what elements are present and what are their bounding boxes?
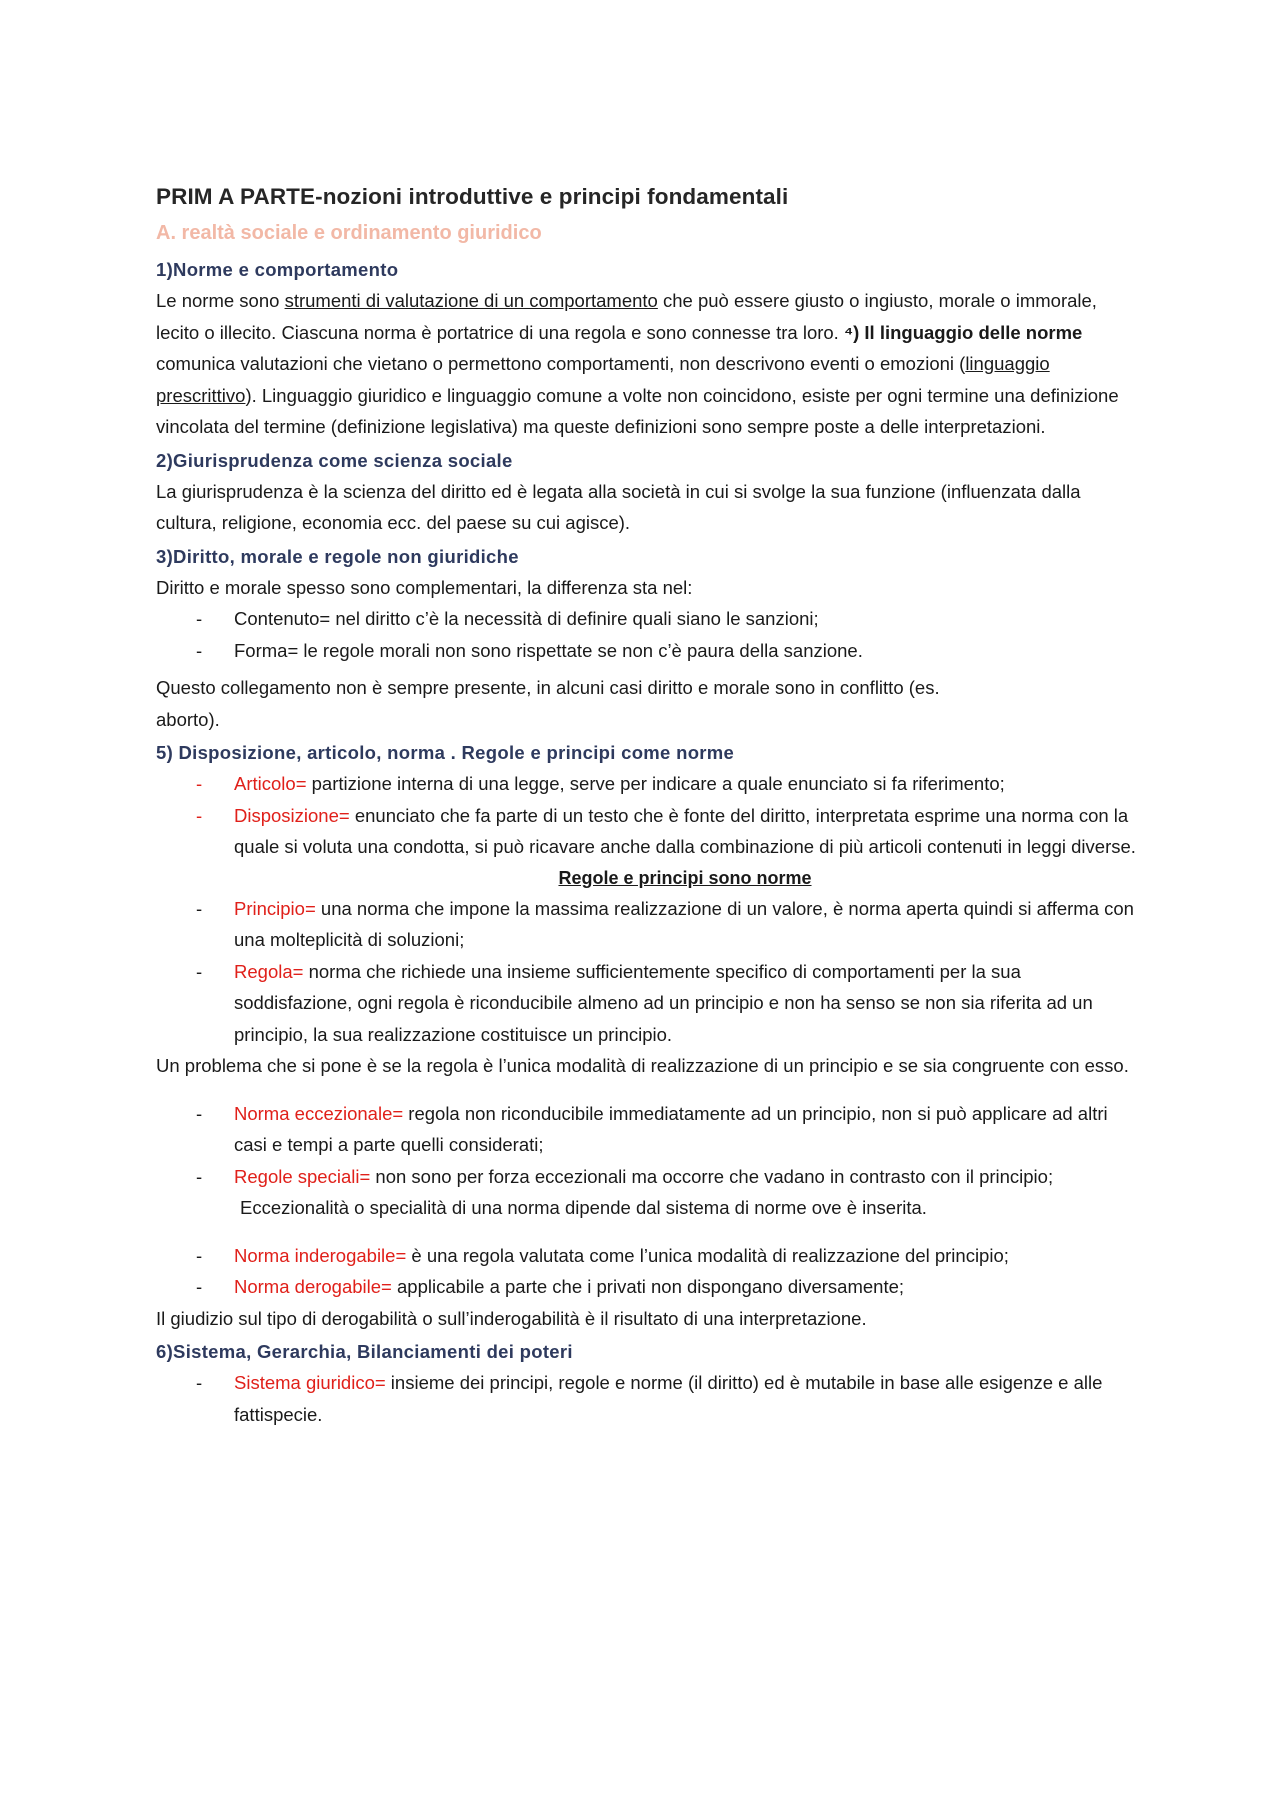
list-sistema <box>156 1367 1136 1430</box>
term-label: Regole speciali= <box>234 1165 371 1187</box>
dash-bullet: - <box>196 1372 203 1393</box>
paragraph-norme <box>156 285 1136 443</box>
heading-giurisprudenza: 2)Giurisprudenza come scienza sociale <box>156 449 513 471</box>
dash-bullet: - <box>196 960 203 982</box>
heading-norme-comportamento: 1)Norme e comportamento <box>156 259 399 280</box>
term-label: Sistema giuridico= <box>234 1372 386 1393</box>
list-item-text: non sono per forza eccezionali ma occorre che vadano in contrasto con il principio; <box>370 1165 1054 1187</box>
list-principio-regola <box>156 893 1136 1051</box>
underlined-text: linguaggio prescrittivo <box>156 353 1050 406</box>
list-item-text: è una regola valutata come l’unica modalità di realizzazione del principio; <box>406 1244 1009 1266</box>
list-articolo-disposizione <box>156 768 1136 863</box>
list-item <box>156 768 1136 800</box>
list-contenuto-forma <box>156 603 1136 666</box>
list-item-text: insieme dei principi, regole e norme (il diritto) ed è mutabile in base alle esigenze e alle fattispecie. <box>234 1372 1103 1425</box>
heading-diritto-morale: 3)Diritto, morale e regole non giuridiche <box>156 545 519 567</box>
paragraph-giurisprudenza: La giurisprudenza è la scienza del diritto ed è legata alla società in cui si svolge la sua funzione (influenzata dalla cultura, religione, economia ecc. del paese su cui agisce). <box>156 480 1081 533</box>
list-item-text: una norma che impone la massima realizzazione di un valore, è norma aperta quindi si afferma con una molteplicità di soluzioni; <box>234 897 1134 950</box>
paragraph-intro: Diritto e morale spesso sono complementari, la differenza sta nel: <box>156 576 693 598</box>
term-label: Regola= <box>234 960 304 982</box>
text-run: Le norme sono <box>156 290 285 311</box>
page-title: PRIM A PARTE-nozioni introduttive e principi fondamentali <box>156 184 789 209</box>
list-item <box>156 1240 1136 1272</box>
text-run: che può essere giusto o ingiusto, morale o immorale, lecito o illecito. Ciascuna norma è portatrice di una regola e sono connesse tra loro. <box>156 290 1097 343</box>
term-label: Norma eccezionale= <box>234 1102 404 1124</box>
dash-bullet: - <box>196 1244 203 1266</box>
list-item-text: Forma= le regole morali non sono rispettate se non c’è paura della sanzione. <box>234 639 863 661</box>
dash-bullet: - <box>196 608 203 629</box>
text-run: comunica valutazioni che vietano o permettono comportamenti, non descrivono eventi o emozioni ( <box>156 353 966 374</box>
heading-sistema: 6)Sistema, Gerarchia, Bilanciamenti dei poteri <box>156 1341 573 1362</box>
underlined-text: strumenti di valutazione di un comportamento <box>284 290 658 311</box>
list-item <box>156 800 1136 863</box>
paragraph-outro: Questo collegamento non è sempre presente, in alcuni casi diritto e morale sono in conflitto (es. aborto). <box>156 677 940 730</box>
document-page <box>156 184 1136 1436</box>
term-label: Norma derogabile= <box>234 1276 392 1297</box>
list-item-text: regola non riconducibile immediatamente ad un principio, non si può applicare ad altri casi e tempi a parte quelli considerati; <box>234 1102 1108 1155</box>
section-subtitle: A. realtà sociale e ordinamento giuridico <box>156 222 542 244</box>
text-run: ). Linguaggio giuridico e linguaggio comune a volte non coincidono, esiste per ogni termine una definizione vincolata del termine (definizione legislativa) ma queste definizioni sono sempre poste a delle interpretazioni. <box>156 384 1119 437</box>
dash-bullet: - <box>196 897 203 919</box>
term-label: Principio= <box>234 897 316 919</box>
list-item-text: applicabile a parte che i privati non dispongano diversamente; <box>391 1276 905 1297</box>
list-item <box>156 1161 1136 1193</box>
list-item <box>156 956 1136 1051</box>
dash-bullet: - <box>196 1276 203 1297</box>
list-eccezionale-speciali <box>156 1098 1136 1193</box>
list-item <box>156 893 1136 956</box>
term-label: Articolo= <box>234 773 307 794</box>
dash-bullet: - <box>196 773 203 794</box>
dash-bullet: - <box>196 1102 203 1124</box>
dash-bullet: - <box>196 1165 203 1187</box>
list-item-text: partizione interna di una legge, serve per indicare a quale enunciato si fa riferimento; <box>306 773 1005 794</box>
list-item <box>156 635 1136 667</box>
list-item <box>156 603 1136 635</box>
centered-underlined-heading: Regole e principi sono norme <box>558 867 812 888</box>
list-item-text: Contenuto= nel diritto c’è la necessità di definire quali siano le sanzioni; <box>234 608 819 629</box>
note-eccezionalita: Eccezionalità o specialità di una norma dipende dal sistema di norme ove è inserita. <box>240 1197 927 1218</box>
dash-bullet: - <box>196 639 203 661</box>
list-item <box>156 1271 1136 1303</box>
list-item <box>156 1367 1136 1430</box>
paragraph-giudizio: Il giudizio sul tipo di derogabilità o sull’inderogabilità è il risultato di una interpretazione. <box>156 1307 867 1329</box>
term-label: Disposizione= <box>234 804 350 826</box>
list-item-text: enunciato che fa parte di un testo che è fonte del diritto, interpretata esprime una norma con la quale si voluta una condotta, si può ricavare anche dalla combinazione di più articoli contenuti in leggi diverse. <box>234 804 1136 857</box>
paragraph-problema: Un problema che si pone è se la regola è l’unica modalità di realizzazione di un principio e se sia congruente con esso. <box>156 1055 1129 1076</box>
term-label: Norma inderogabile= <box>234 1244 407 1266</box>
list-item <box>156 1098 1136 1161</box>
bold-text: ⁴) Il linguaggio delle norme <box>843 321 1083 343</box>
list-derogabile <box>156 1240 1136 1303</box>
heading-disposizione: 5) Disposizione, articolo, norma . Regole e principi come norme <box>156 742 735 763</box>
dash-bullet: - <box>196 804 203 826</box>
list-item-text: norma che richiede una insieme sufficientemente specifico di comportamenti per la sua soddisfazione, ogni regola è riconducibile almeno ad un principio e non ha senso se non sia riferita ad un principio, la sua realizzazione costituisce un principio. <box>234 960 1093 1045</box>
